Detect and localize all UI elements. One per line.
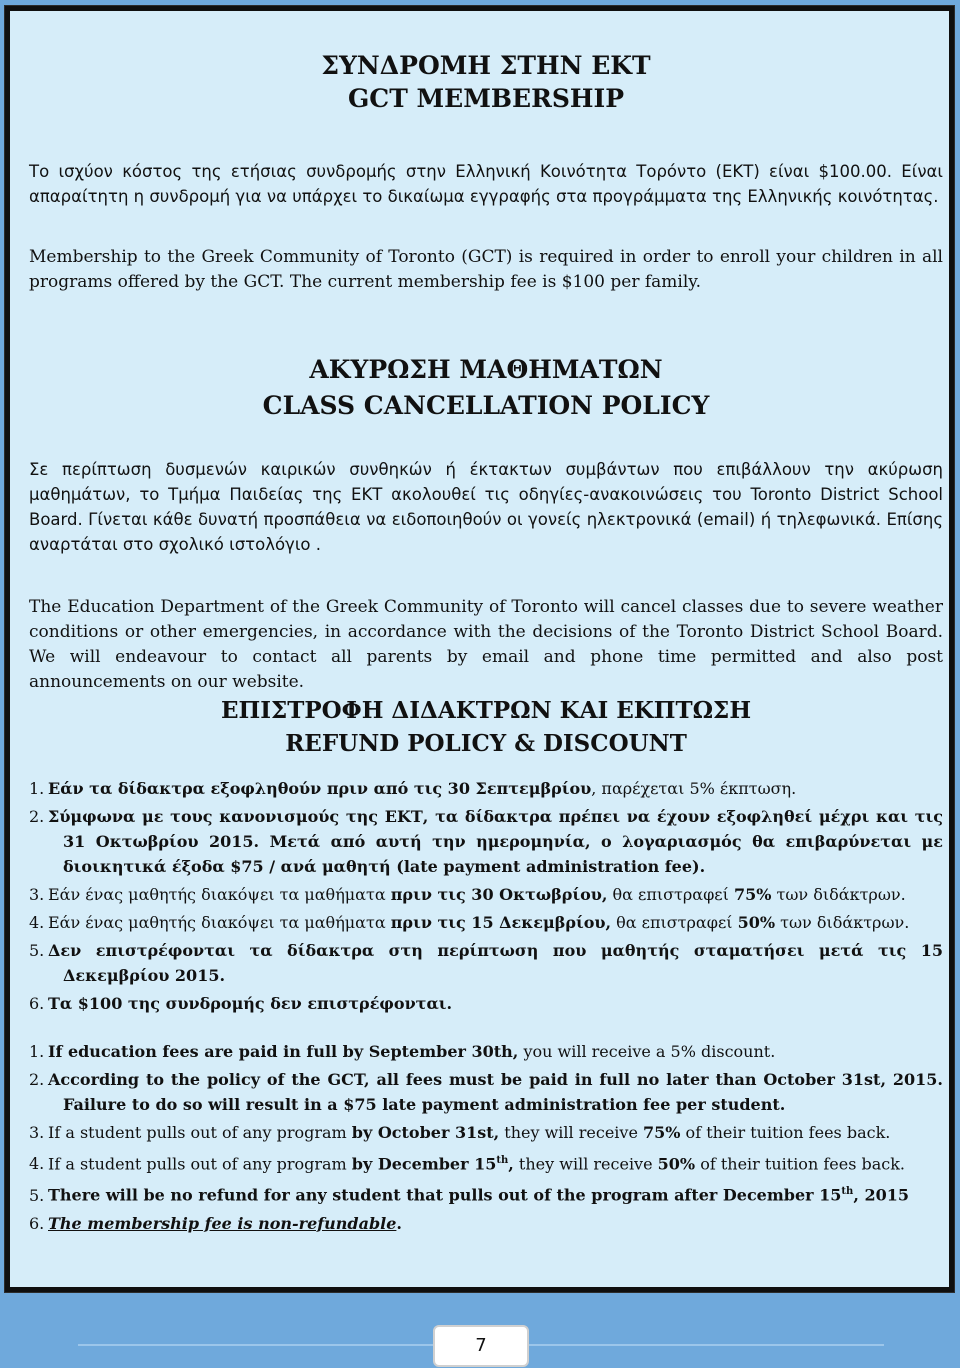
item-bold-text: Τα $100 της συνδρομής δεν επιστρέφονται. <box>48 994 453 1013</box>
item-bold-text: , 2015 <box>853 1185 909 1205</box>
item-bold-text: There will be no refund for any student that pulls out of the program after December 15 <box>48 1185 842 1205</box>
item-text: they will receive <box>513 1154 658 1174</box>
item-text: Εάν ένας μαθητής διακόψει τα μαθήματα <box>48 885 391 904</box>
item-number: 3. <box>29 1123 45 1142</box>
item-bold-text: 50% <box>657 1154 696 1174</box>
list-item <box>29 882 943 907</box>
membership-title-english: GCT MEMBERSHIP <box>347 84 625 113</box>
item-superscript: th <box>841 1186 854 1198</box>
cancellation-text-english: The Education Department of the Greek Community of Toronto will cancel classes due to severe weather conditions or other emergencies, in accordance with the decisions of the Toronto District School Board. We will endeavour to contact all parents by email and phone time permitted and also post announcements on our website. <box>29 597 943 692</box>
refund-list-english <box>29 1039 943 1239</box>
list-item <box>29 938 943 988</box>
item-bold-text: Δεν επιστρέφονται τα δίδακτρα στη περίπτωση που μαθητής σταματήσει μετά τις 15 Δεκεμβρίου 2015. <box>48 941 943 985</box>
content-panel <box>5 6 954 1292</box>
refund-title-greek: ΕΠΙΣΤΡΟΦΗ ΔΙΔΑΚΤΡΩΝ ΚΑΙ ΕΚΠΤΩΣΗ <box>220 697 752 724</box>
item-text: , παρέχεται 5% έκπτωση. <box>591 779 797 798</box>
item-number: 2. <box>29 1070 45 1089</box>
item-number: 4. <box>29 913 45 932</box>
list-item <box>29 1179 943 1207</box>
list-item <box>29 910 943 935</box>
item-text: των διδάκτρων. <box>775 913 910 932</box>
membership-text-greek: Το ισχύον κόστος της ετήσιας συνδρομής στην Ελληνική Κοινότητα Τορόντο (ΕΚΤ) είναι $100.00. Είναι απαραίτητη η συνδρομή για να υπάρχει το δικαίωμα εγγραφής στα προγράμματα της Ελληνικής κοινότητας. <box>29 162 943 206</box>
item-bold-text: Εάν τα δίδακτρα εξοφληθούν πριν από τις 30 Σεπτεμβρίου <box>48 779 592 798</box>
item-number: 1. <box>29 779 45 798</box>
item-bold-text: by December 15 <box>351 1154 497 1174</box>
item-number: 5. <box>29 941 45 960</box>
item-bold-text: 50% <box>737 913 776 932</box>
item-bold-text: . <box>396 1213 402 1233</box>
item-bold-text: by October 31st, <box>351 1123 500 1142</box>
list-item <box>29 1067 943 1117</box>
item-number: 5. <box>29 1185 45 1205</box>
list-item <box>29 776 943 801</box>
list-item <box>29 1148 943 1176</box>
item-text: If a student pulls out of any program <box>48 1123 352 1142</box>
item-number: 2. <box>29 807 45 826</box>
cancellation-text-greek: Σε περίπτωση δυσμενών καιρικών συνθηκών ή έκτακτων συμβάντων που επιβάλλουν την ακύρωση μαθημάτων, το Τμήμα Παιδείας της ΕΚΤ ακολουθεί τις οδηγίες-ανακοινώσεις του Toronto District School Board. Γίνεται κάθε δυνατή προσπάθεια να ειδοποιηθούν οι γονείς ηλεκτρονικά (email) ή τηλεφωνικά. Επίσης αναρτάται στο σχολικό ιστολόγιο . <box>29 460 943 554</box>
item-bold-text: According to the policy of the GCT, all fees must be paid in full no later than October 31st, 2015. Failure to do so will result in a $75 late payment administration fee per student. <box>48 1070 943 1114</box>
list-item <box>29 1211 943 1236</box>
list-item <box>29 991 943 1016</box>
item-bold-text: If education fees are paid in full by September 30th, <box>48 1042 519 1061</box>
item-number: 4. <box>29 1154 45 1174</box>
item-text: των διδάκτρων. <box>771 885 906 904</box>
list-item <box>29 1039 943 1064</box>
item-text: If a student pulls out of any program <box>48 1154 352 1174</box>
item-bold-text: πριν τις 15 Δεκεμβρίου, <box>390 913 612 932</box>
item-number: 6. <box>29 994 45 1013</box>
item-bold-text: 75% <box>733 885 772 904</box>
item-text: you will receive a 5% discount. <box>518 1042 776 1061</box>
list-item <box>29 804 943 879</box>
cancellation-title-greek: ΑΚΥΡΩΣΗ ΜΑΘΗΜΑΤΩΝ <box>309 355 663 384</box>
item-text: of their tuition fees back. <box>695 1154 906 1174</box>
item-bold-text: , <box>508 1154 514 1174</box>
item-number: 1. <box>29 1042 45 1061</box>
list-item <box>29 1120 943 1145</box>
item-bold-text: 75% <box>643 1123 681 1142</box>
item-emphasis-text: The membership fee is non-refundable <box>48 1213 397 1233</box>
refund-title-english: REFUND POLICY & DISCOUNT <box>285 730 687 757</box>
item-text: Εάν ένας μαθητής διακόψει τα μαθήματα <box>48 913 391 932</box>
item-text: θα επιστραφεί <box>607 885 734 904</box>
item-text: θα επιστραφεί <box>611 913 738 932</box>
item-text: of their tuition fees back. <box>680 1123 891 1142</box>
cancellation-title-english: CLASS CANCELLATION POLICY <box>262 391 710 420</box>
item-number: 6. <box>29 1213 45 1233</box>
membership-text-english: Membership to the Greek Community of Toronto (GCT) is required in order to enroll your children in all programs offered by the GCT. The current membership fee is $100 per family. <box>29 247 943 292</box>
item-superscript: th <box>496 1155 509 1166</box>
item-bold-text: πριν τις 30 Οκτωβρίου, <box>390 885 608 904</box>
item-bold-text: Σύμφωνα με τους κανονισμούς της ΕΚΤ, τα δίδακτρα πρέπει να έχουν εξοφληθεί μέχρι και τις 31 Οκτωβρίου 2015. Μετά από αυτή την ημερομηνία, ο λογαριασμός θα επιβαρύνεται με διοικητικά έξοδα $75 / ανά μαθητή (late payment administration fee). <box>48 807 943 876</box>
item-number: 3. <box>29 885 45 904</box>
membership-title-greek: ΣΥΝΔΡΟΜΗ ΣΤΗΝ ΕΚΤ <box>321 51 651 80</box>
refund-list-greek <box>29 776 943 1019</box>
page-number: 7 <box>433 1325 529 1367</box>
item-text: they will receive <box>499 1123 643 1142</box>
